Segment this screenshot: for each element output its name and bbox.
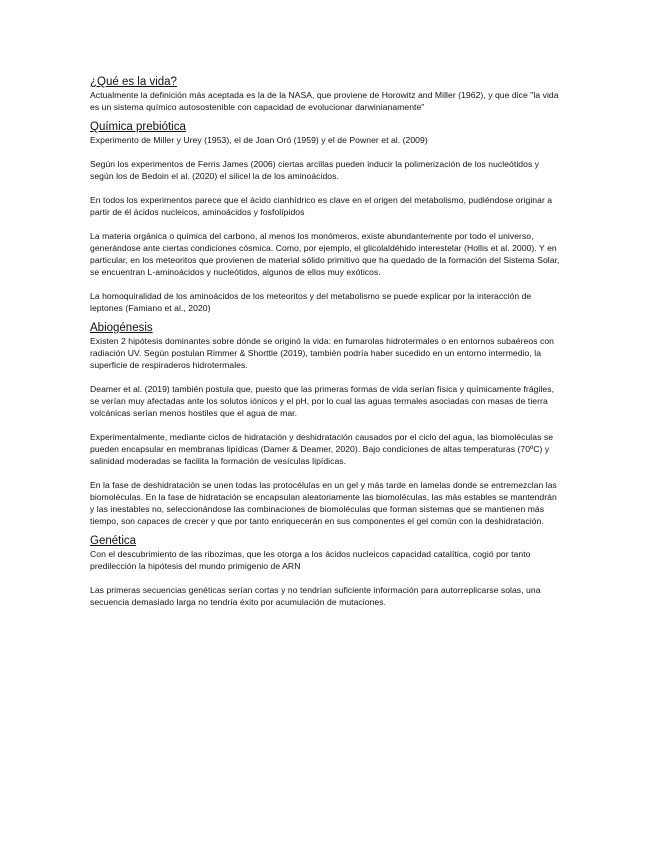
paragraph: Experimento de Miller y Urey (1953), el de Joan Oró (1959) y el de Powner et al. (2009) <box>90 135 428 145</box>
section-que-es-la-vida <box>90 76 560 113</box>
section-genetica <box>90 535 560 608</box>
section-quimica-prebiotica <box>90 121 560 314</box>
paragraph: La materia orgánica o química del carbono, al menos los monómeros, existe abundantemente por todo el universo, generándose ante ciertas condiciones cósmica. Como, por ejemplo, el glicolaldéhido interestelar (Hollis et al. 2000). Y en particular, en los meteoritos que provienen de material sólido primitivo que ha quedado de la formación del Sistema Solar, se encuentran L-aminoácidos y nucleótidos, algunos de ellos muy exóticos. <box>90 231 560 277</box>
section-title: Genética <box>90 535 137 547</box>
paragraph: Actualmente la definición más aceptada es la de la NASA, que proviene de Horowitz and Miller (1962), y que dice "la vida es un sistema químico autosostenible con capacidad de evolucionar darwinianamente" <box>90 90 559 112</box>
paragraph: La homoquiralidad de los aminoácidos de los meteoritos y del metabolismo se puede explicar por la interacción de leptones (Famiano et al., 2020) <box>90 291 532 313</box>
document-page <box>90 76 560 608</box>
paragraph: Según los experimentos de Ferris James (2006) ciertas arcillas pueden inducir la polimerización de los nucleótidos y según los de Bedoin el al. (2020) el silicel la de los aminoácidos. <box>90 159 540 181</box>
paragraph: Las primeras secuencias genéticas serían cortas y no tendrían suficiente información para autorreplicarse solas, una secuencia demasiado larga no tendría éxito por acumulación de mutaciones. <box>90 585 541 607</box>
paragraph: En la fase de deshidratación se unen todas las protocélulas en un gel y más tarde en lamelas donde se entremezclan las biomoléculas. En la fase de hidratación se encapsulan aleatoriamente las biomoléculas, las más estables se mantendrán y las inestables no, seleccionándose las combinaciones de biomoléculas que forman sistemas que se mantienen más tiempo, son capaces de crecer y que por tanto enriquecerán en sus componentes el gel común con la deshidratación. <box>90 480 557 526</box>
section-title: ¿Qué es la vida? <box>90 76 177 88</box>
paragraph: Existen 2 hipótesis dominantes sobre dónde se originó la vida: en fumarolas hidrotermales o en entornos subaéreos con radiación UV. Según postulan Rimmer & Shorttle (2019), también podría haber sucedido en un entorno intermedio, la superficie de respiraderos hidrotermales. <box>90 336 554 370</box>
section-title: Abiogénesis <box>90 322 153 334</box>
paragraph: Experimentalmente, mediante ciclos de hidratación y deshidratación causados por el ciclo del agua, las biomoléculas se pueden encapsular en membranas lipídicas (Damer & Deamer, 2020). Bajo condiciones de altas temperaturas (70ºC) y salinidad moderadas se facilita la formación de vesículas lipídicas. <box>90 432 554 466</box>
section-title: Química prebiótica <box>90 121 186 133</box>
paragraph: Deamer et al. (2019) también postula que, puesto que las primeras formas de vida serían física y químicamente frágiles, se verían muy afectadas ante los solutos iónicos y el pH, por lo cual las aguas termales asociadas con masas de tierra volcánicas serían menos hostiles que el agua de mar. <box>90 384 555 418</box>
paragraph: Con el descubrimiento de las ribozimas, que les otorga a los ácidos nucleicos capacidad catalítica, cogió por tanto predilección la hipótesis del mundo primigenio de ARN <box>90 549 531 571</box>
section-abiogenesis <box>90 322 560 527</box>
paragraph: En todos los experimentos parece que el ácido cianhídrico es clave en el origen del metabolismo, pudiéndose originar a partir de él ácidos nucleicos, aminoácidos y fosfolípidos <box>90 195 553 217</box>
